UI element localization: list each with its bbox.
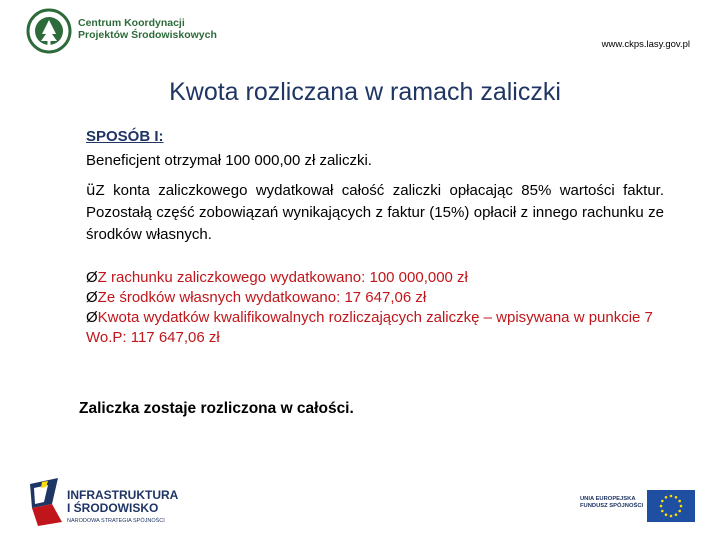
- eu-line1: UNIA EUROPEJSKA: [580, 496, 636, 502]
- lasy-panstwowe-logo: [26, 8, 72, 54]
- beneficiary-line: Beneficjent otrzymał 100 000,00 zł zaliczki.: [86, 152, 372, 169]
- organization-name-line1: Centrum Koordynacji: [78, 17, 185, 29]
- website-url: www.ckps.lasy.gov.pl: [601, 39, 690, 50]
- organization-name: [78, 17, 217, 41]
- arrow-item: ØZe środków własnych wydatkowano: 17 647,06 zł: [86, 289, 427, 306]
- eu-flag-icon: [647, 490, 695, 522]
- arrow-item: ØKwota wydatków kwalifikowalnych rozliczających zaliczkę – wpisywana w punkcie 7 Wo.P: 117 647,06 zł: [86, 309, 653, 346]
- check-paragraph: [86, 179, 664, 246]
- arrow-bullet-icon: Ø: [86, 309, 98, 326]
- check-text: Z konta zaliczkowego wydatkował całość zaliczki opłacając 85% wartości faktur. Pozostałą część zobowiązań wynikających z faktur (15%) opłacił z innego rachunku ze środków własnych.: [86, 182, 664, 243]
- slide-content: [86, 127, 664, 348]
- infrastruktura-logo-text: [67, 489, 178, 528]
- conclusion-text: Zaliczka zostaje rozliczona w całości.: [79, 400, 354, 417]
- organization-name-line2: Projektów Środowiskowych: [78, 29, 217, 41]
- ie-line1: INFRASTRUKTURA: [67, 488, 179, 502]
- arrow-item: ØZ rachunku zaliczkowego wydatkowano: 100 000,000 zł: [86, 269, 468, 286]
- arrow-list: [86, 268, 664, 348]
- nss-flag-logo: [28, 478, 64, 526]
- eu-text: [580, 496, 643, 510]
- arrow-bullet-icon: Ø: [86, 289, 98, 306]
- check-bullet-icon: ü: [86, 181, 96, 199]
- arrow-bullet-icon: Ø: [86, 269, 98, 286]
- eu-line2: FUNDUSZ SPÓJNOŚCI: [580, 503, 644, 509]
- ie-line3: NARODOWA STRATEGIA SPÓJNOŚCI: [67, 518, 165, 524]
- ie-line2: I ŚRODOWISKO: [67, 501, 159, 515]
- slide-title: Kwota rozliczana w ramach zaliczki: [169, 78, 561, 106]
- method-label: SPOSÓB I:: [86, 128, 164, 145]
